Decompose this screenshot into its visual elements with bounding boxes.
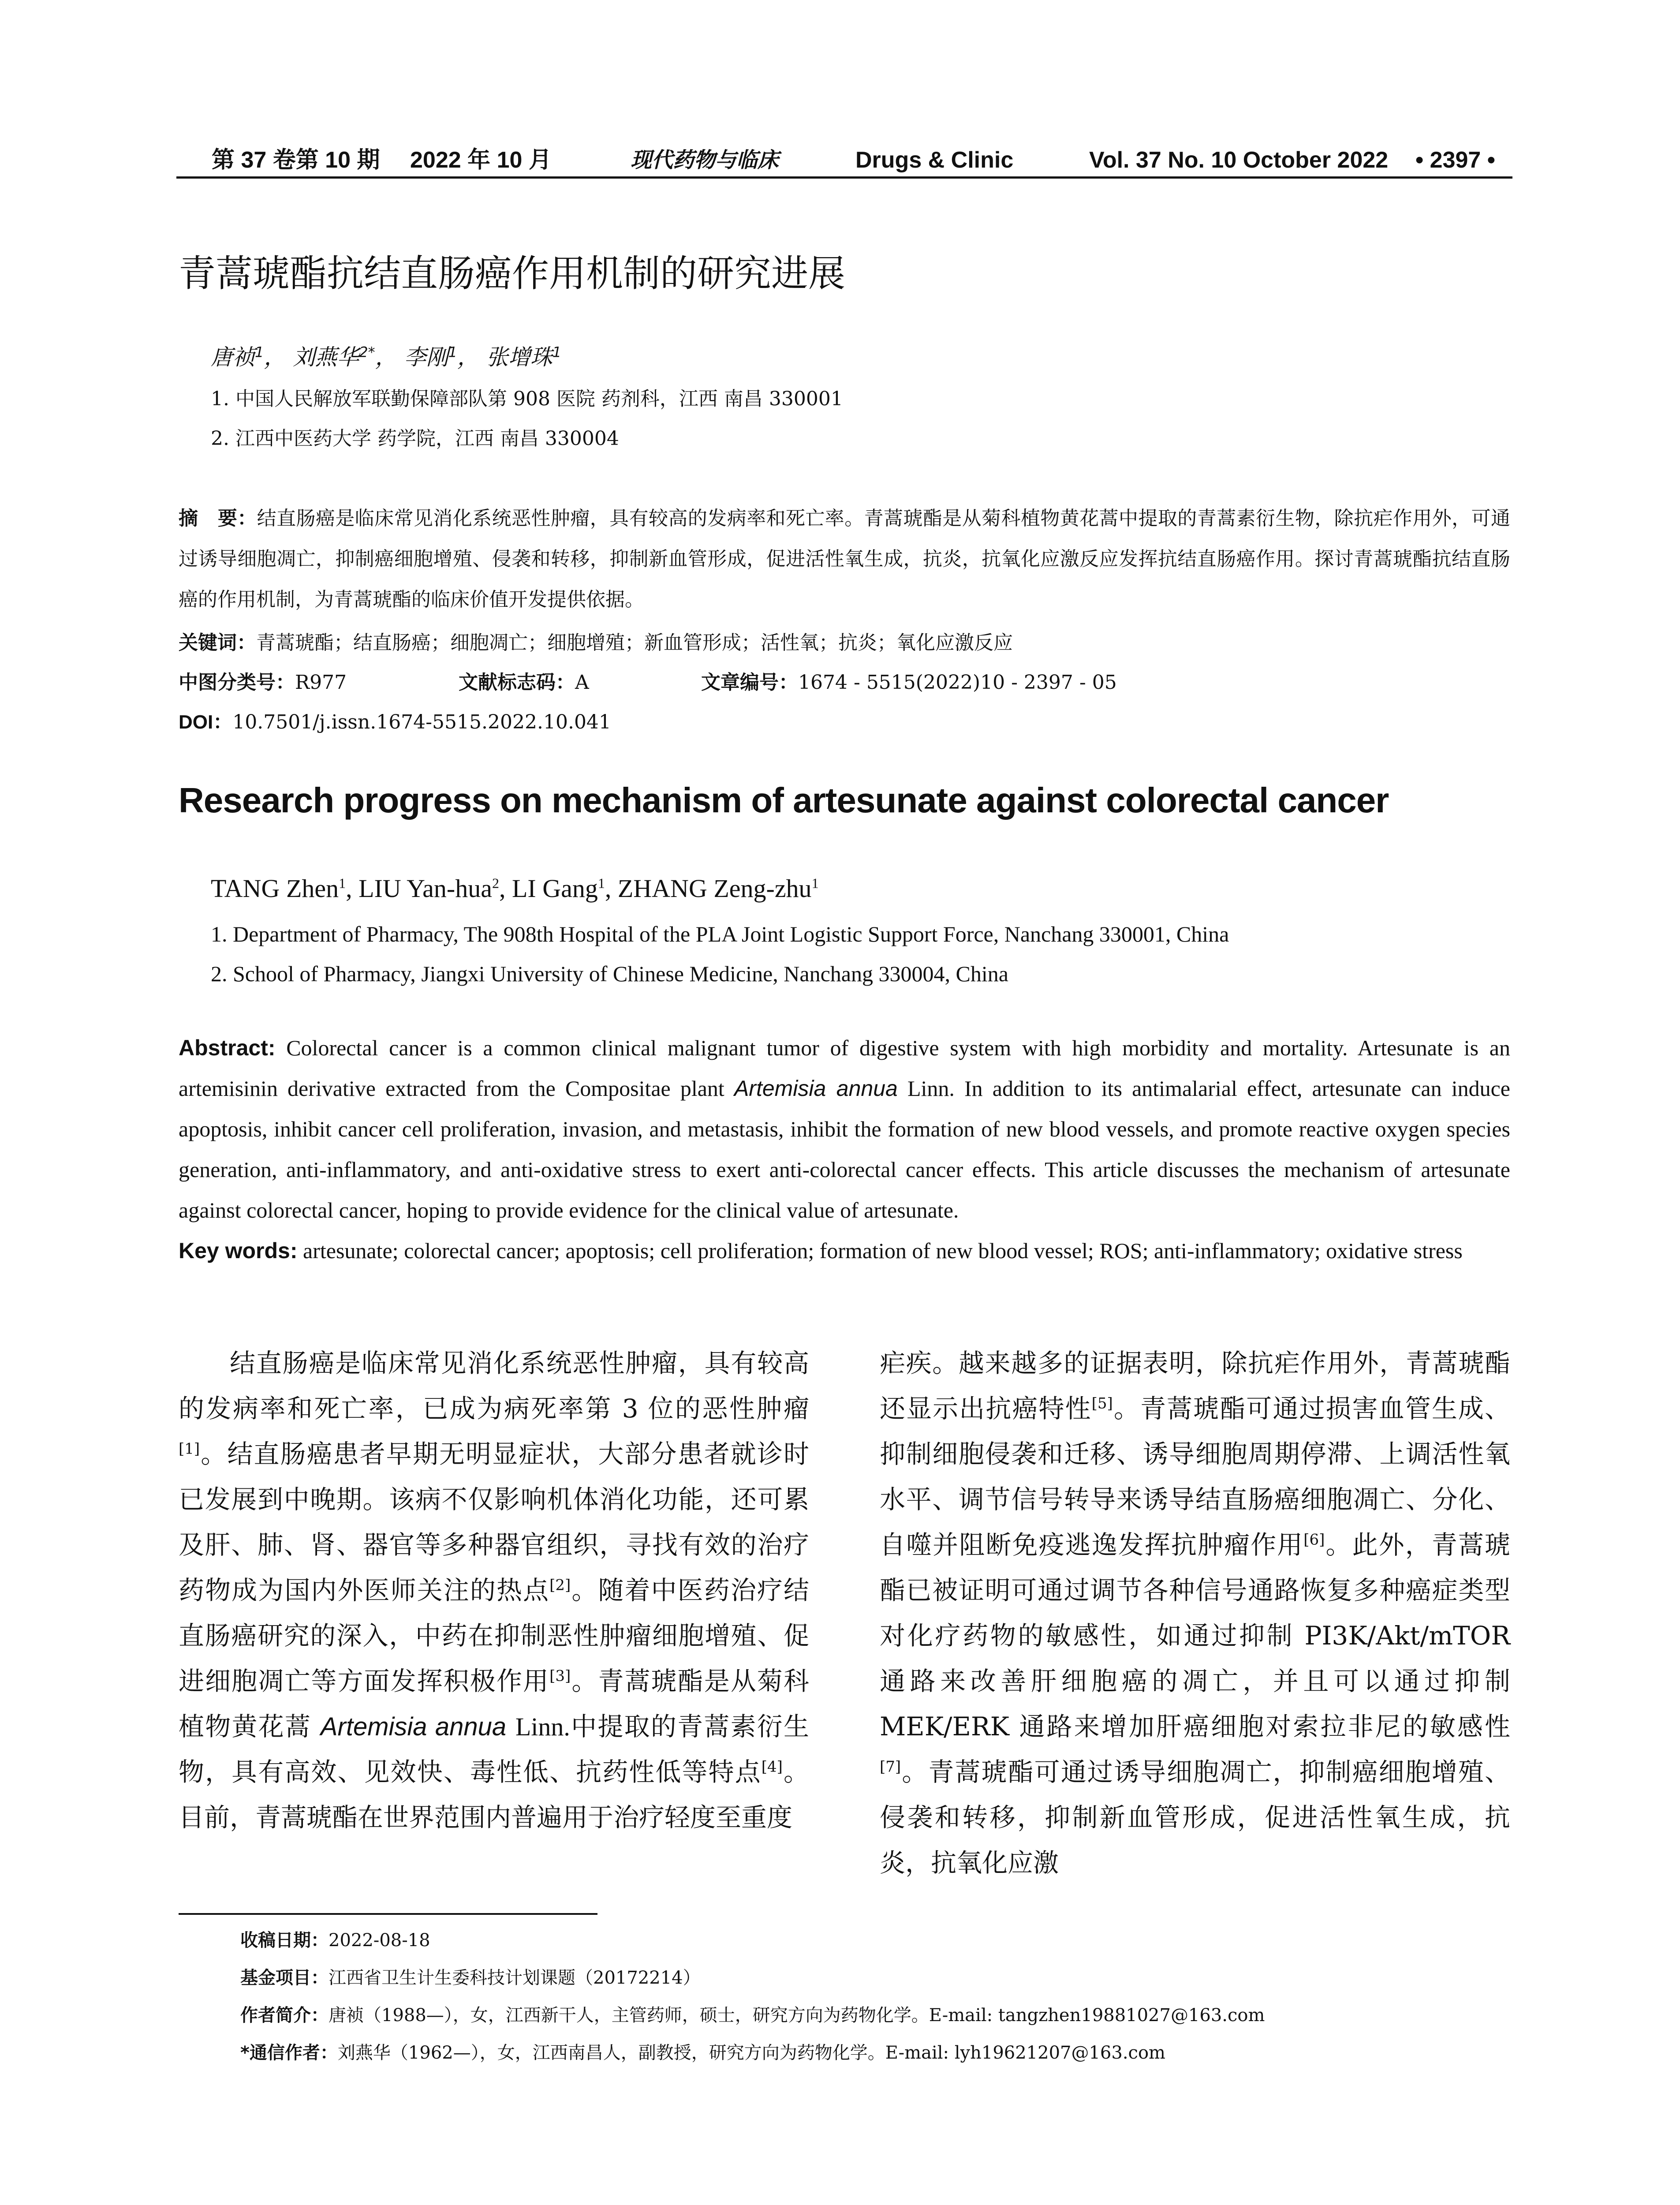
author-mark: 2 [492,875,499,891]
header-volume-en: Vol. 37 No. 10 October 2022 [1089,147,1389,173]
body-text: 。目前，青蒿琥酯在世界范围内普遍用于治疗轻度至重度 [179,1757,809,1832]
authors-cn: 唐祯$^1$， 刘燕华$^{2*}$， 李刚$^1$， 张增珠$^1$ [211,344,562,370]
citation-mark: [6] [1303,1531,1325,1549]
author-mark: 1 [811,875,819,891]
article-number-label: 文章编号： [701,671,798,694]
footnote-label: 基金项目： [240,1968,329,1988]
header-page-number: • 2397 • [1415,147,1495,173]
abstract-cn-text: 结直肠癌是临床常见消化系统恶性肿瘤，具有较高的发病率和死亡率。青蒿琥酯是从菊科植物黄花蒿中提取的青蒿素衍生物，除抗疟作用外，可通过诱导细胞凋亡，抑制癌细胞增殖、侵袭和转移，抑制新血管形成，促进活性氧生成，抗炎，抗氧化应激反应发挥抗结直肠癌作用。探讨青蒿琥酯抗结直肠癌的作用机制，为青蒿琥酯的临床价值开发提供依据。 [179,507,1510,611]
author-mark: 1 [448,344,457,361]
body-text: Linn.中提取的青蒿素衍生物，具有高效、见效快、毒性低、抗药性低等特点 [179,1712,810,1786]
abstract-en-label: Abstract: [179,1035,276,1060]
running-header [176,140,1504,180]
body-column-right [880,1341,1510,1886]
body-text: 疟疾。越来越多的证据表明，除抗疟作用外，青蒿琥酯还显示出抗癌特性 [880,1348,1510,1424]
author-mark: 1 [597,875,605,891]
author-cn: 唐祯 [211,344,255,370]
citation-mark: [5] [1091,1394,1113,1413]
doi-line [179,705,611,740]
header-journal-en: Drugs & Clinic [855,147,1014,173]
affiliation-cn-1: 1. 中国人民解放军联勤保障部队第 908 医院 药剂科，江西 南昌 330001 [211,388,843,410]
body-text: 。青蒿琥酯可通过诱导细胞凋亡，抑制癌细胞增殖、侵袭和转移，抑制新血管形成，促进活性氧生成，抗炎，抗氧化应激 [880,1757,1510,1878]
footnote-received [240,1923,430,1958]
author-en: LIU Yan-hua [358,874,492,903]
author-mark: 1 [339,875,346,891]
affiliation-en-2: 2. School of Pharmacy, Jiangxi University of Chinese Medicine, Nanchang 330004, China [211,961,1008,986]
article-number-value: 1674 - 5515(2022)10 - 2397 - 05 [798,671,1117,694]
body-text: 。青蒿琥酯可通过损害血管生成、抑制细胞侵袭和迁移、诱导细胞周期停滞、上调活性氧水平、调节信号转导来诱导结直肠癌细胞凋亡、分化、自噬并阻断免疫逃逸发挥抗肿瘤作用 [880,1394,1510,1560]
author-en: ZHANG Zeng-zhu [617,874,812,903]
footnote-text: 2022-08-18 [329,1930,430,1951]
doc-code-label: 文献标志码： [459,671,575,694]
author-en: TANG Zhen [211,874,339,903]
footnote-label: 作者简介： [240,2005,329,2026]
citation-mark: [7] [880,1758,901,1776]
abstract-cn-label: 摘 要： [179,507,257,530]
body-text: 。青蒿琥酯是从菊科植物黄花蒿 [179,1666,809,1742]
author-mark: 2* [359,344,375,361]
abstract-en-text-1: Colorectal cancer is a common clinical malignant tumor of digestive system with high morbidity and mortality. Artesunate is an artemisinin derivative extracted from the Compositae plant [179,1035,1510,1101]
keywords-cn-text: 青蒿琥酯；结直肠癌；细胞凋亡；细胞增殖；新血管形成；活性氧；抗炎；氧化应激反应 [256,632,1013,654]
clc-value: R977 [295,671,347,694]
keywords-cn-label: 关键词： [179,632,256,654]
footnote-text: 江西省卫生计生委科技计划课题（20172214） [329,1968,701,1988]
author-cn: 张增珠 [486,344,553,370]
footnote-text: 唐祯（1988—），女，江西新干人，主管药师，硕士，研究方向为药物化学。E-mail: tangzhen19881027@163.com [329,2005,1265,2026]
doc-code-value: A [575,671,589,694]
keywords-en-text: artesunate; colorectal cancer; apoptosis; cell proliferation; formation of new blood vessel; ROS; anti-inflammatory; oxidative stress [303,1238,1463,1263]
abstract-cn [179,498,1510,620]
footnote-rule [179,1913,597,1915]
clc-label: 中图分类号： [179,671,295,694]
doi-label: DOI： [179,711,233,733]
footnote-author [240,1998,1265,2033]
citation-mark: [4] [761,1758,783,1776]
author-cn: 李刚 [404,344,448,370]
body-text: 。结直肠癌患者早期无明显症状，大部分患者就诊时已发展到中晚期。该病不仅影响机体消化功能，还可累及肝、肺、肾、器官等多种器官组织，寻找有效的治疗药物成为国内外医师关注的热点 [179,1439,809,1605]
header-journal-cn: 现代药物与临床 [631,148,779,172]
body-column-left [179,1341,809,1840]
header-rule [176,176,1512,179]
affiliation-en-1: 1. Department of Pharmacy, The 908th Hospital of the PLA Joint Logistic Support Force, Nanchang 330001, China [211,922,1229,946]
affiliation-cn-2: 2. 江西中医药大学 药学院，江西 南昌 330004 [211,427,619,450]
doi-value: 10.7501/j.issn.1674-5515.2022.10.041 [232,711,611,733]
citation-mark: [1] [179,1440,200,1458]
abstract-en-latin: Artemisia annua [734,1076,898,1101]
abstract-en [179,1028,1510,1271]
author-mark: 1 [255,344,264,361]
header-date: 2022 年 10 月 [410,147,552,173]
author-en: LI Gang [511,874,598,903]
body-text: 。此外，青蒿琥酯已被证明可通过调节各种信号通路恢复多种癌症类型对化疗药物的敏感性，如通过抑制 PI3K/Akt/mTOR 通路来改善肝细胞癌的凋亡，并且可以通过抑制 MEK/ERK 通路来增加肝癌细胞对索拉非尼的敏感性 [880,1530,1510,1742]
footnote-corresponding [240,2035,1165,2070]
latin-name: Artemisia annua [320,1712,507,1741]
title-en: Research progress on mechanism of artesunate against colorectal cancer [179,781,1389,820]
author-mark: 1 [552,344,562,361]
authors-en: TANG Zhen$^1$, LIU Yan-hua$^2$, LI Gang$^1$, ZHANG Zeng-zhu$^1$ [211,874,819,903]
body-text: 结直肠癌是临床常见消化系统恶性肿瘤，具有较高的发病率和死亡率，已成为病死率第 3 位的恶性肿瘤 [179,1348,809,1424]
footnote-label: *通信作者： [240,2043,338,2063]
title-cn: 青蒿琥酯抗结直肠癌作用机制的研究进展 [179,252,846,295]
footnote-text: 刘燕华（1962—），女，江西南昌人，副教授，研究方向为药物化学。E-mail: lyh19621207@163.com [337,2043,1165,2063]
keywords-cn [179,625,1013,661]
keywords-en-label: Key words: [179,1238,298,1263]
classification-line [179,665,347,700]
body-text: 。随着中医药治疗结直肠癌研究的深入，中药在抑制恶性肿瘤细胞增殖、促进细胞凋亡等方面发挥积极作用 [179,1575,809,1696]
header-volume: 第 37 卷第 10 期 [212,147,380,173]
citation-mark: [3] [549,1667,571,1685]
abstract-en-text-2: Linn. In addition to its antimalarial effect, artesunate can induce apoptosis, inhibit cancer cell proliferation, invasion, and metastasis, inhibit the formation of new blood vessels, and promote reactive oxygen species generation, anti-inflammatory, and anti-oxidative stress to exert anti-colorectal cancer effects. This article discusses the mechanism of artesunate against colorectal cancer, hoping to provide evidence for the clinical value of artesunate. [179,1076,1510,1222]
footnote-label: 收稿日期： [240,1930,329,1951]
footnote-fund [240,1960,701,1996]
document-code [459,665,589,700]
citation-mark: [2] [549,1576,571,1594]
article-number [701,665,1117,700]
author-cn: 刘燕华 [293,344,359,370]
